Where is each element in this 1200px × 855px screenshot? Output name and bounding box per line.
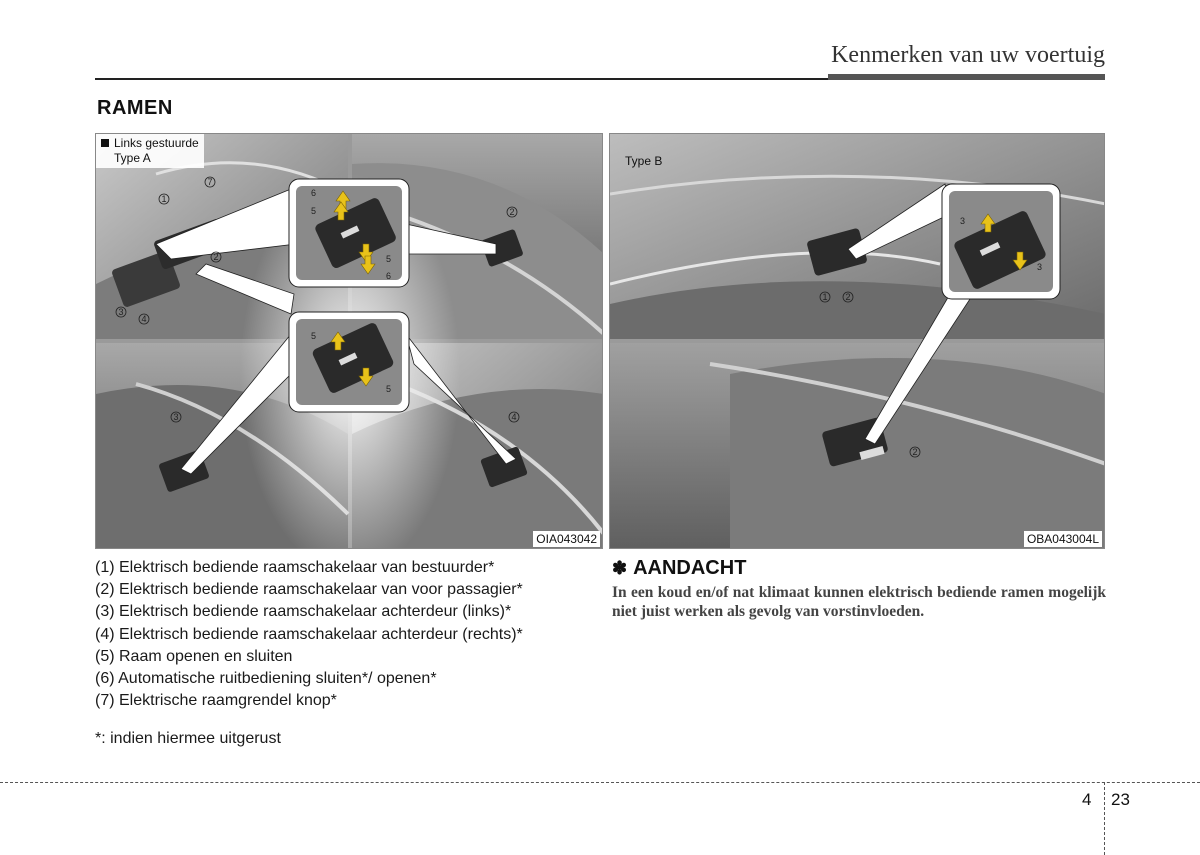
figure-type-a [95, 133, 603, 549]
figure-b-illustration [610, 134, 1105, 549]
legend-item: (3) Elektrisch bediende raamschakelaar achterdeur (links)* [95, 603, 512, 621]
svg-text:5: 5 [386, 384, 392, 394]
legend-item: (6) Automatische ruitbediening sluiten*/ openen* [95, 670, 437, 688]
svg-text:5: 5 [386, 254, 392, 264]
legend-item: (7) Elektrische raamgrendel knop* [95, 692, 337, 710]
svg-text:7: 7 [207, 177, 213, 187]
svg-text:4: 4 [141, 314, 147, 324]
svg-text:6: 6 [311, 188, 317, 198]
legend-list [95, 557, 595, 712]
section-title: RAMEN [97, 97, 173, 119]
caution-title: AANDACHT [633, 557, 747, 579]
figure-a-tag-line1: Links gestuurde [114, 136, 199, 150]
legend-item: (5) Raam openen en sluiten [95, 647, 293, 665]
figure-a-tag [96, 134, 204, 168]
footer-dashed-rule [0, 782, 1200, 783]
figure-type-b [609, 133, 1105, 549]
figure-a-tag-line2: Type A [114, 151, 151, 165]
running-header: Kenmerken van uw voertuig [831, 42, 1105, 68]
bullet-square-icon [101, 139, 109, 147]
svg-text:2: 2 [845, 292, 851, 302]
svg-text:4: 4 [511, 412, 517, 422]
footnote: *: indien hiermee uitgerust [95, 730, 281, 747]
svg-text:2: 2 [912, 447, 918, 457]
svg-text:2: 2 [213, 252, 219, 262]
figure-b-code: OBA043004L [1024, 531, 1102, 547]
svg-text:1: 1 [822, 292, 828, 302]
caution-heading [612, 557, 746, 580]
caution-text: In een koud en/of nat klimaat kunnen elektrisch bediende ramen mogelijk niet juist werken als gevolg van vorstinvloeden. [612, 584, 1106, 620]
caution-star-icon: ✽ [612, 558, 628, 578]
footer-dashed-divider [1104, 782, 1105, 855]
svg-text:3: 3 [960, 216, 966, 226]
header-rule-accent [828, 74, 1105, 80]
legend-item: (2) Elektrisch bediende raamschakelaar van voor passagier* [95, 581, 523, 599]
page-number: 23 [1111, 790, 1130, 809]
figure-b-tag: Type B [625, 154, 663, 168]
svg-text:2: 2 [509, 207, 515, 217]
svg-text:3: 3 [118, 307, 124, 317]
figure-a-illustration [96, 134, 603, 549]
svg-text:3: 3 [173, 412, 179, 422]
chapter-number: 4 [1082, 790, 1092, 809]
legend-item: (4) Elektrisch bediende raamschakelaar achterdeur (rechts)* [95, 625, 523, 643]
svg-text:5: 5 [311, 331, 317, 341]
legend-item: (1) Elektrisch bediende raamschakelaar van bestuurder* [95, 559, 495, 576]
svg-text:6: 6 [386, 271, 392, 281]
svg-text:3: 3 [1037, 262, 1043, 272]
figure-a-code: OIA043042 [533, 531, 600, 547]
svg-text:1: 1 [161, 194, 167, 204]
svg-text:5: 5 [311, 206, 317, 216]
